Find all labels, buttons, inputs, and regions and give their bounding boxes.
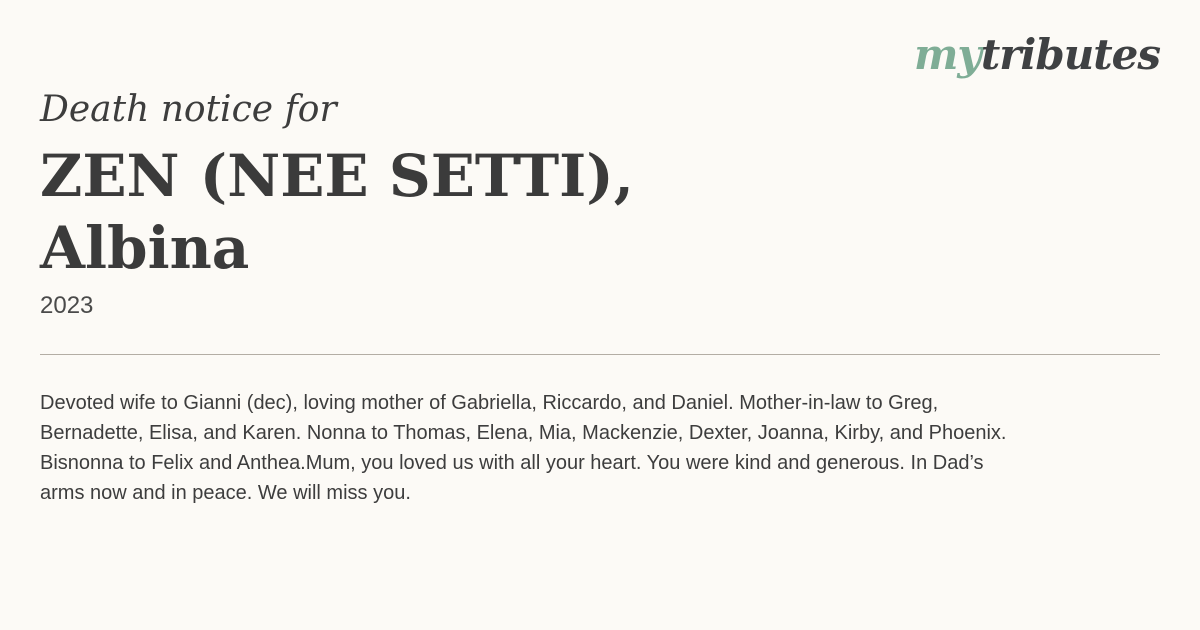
death-notice-label: Death notice for <box>40 89 337 130</box>
logo-prefix: my <box>913 30 981 79</box>
deceased-surname-line: ZEN (NEE SETTI), <box>40 142 634 210</box>
notice-year: 2023 <box>40 292 94 319</box>
deceased-name <box>40 140 800 284</box>
section-divider <box>40 354 1160 355</box>
logo-suffix: tributes <box>980 30 1160 79</box>
mytributes-logo <box>913 30 1160 79</box>
deceased-given-name: Albina <box>40 214 250 282</box>
death-notice-text: Devoted wife to Gianni (dec), loving mother of Gabriella, Riccardo, and Daniel. Mother-in-law to Greg, Bernadette, Elisa, and Karen. Nonna to Thomas, Elena, Mia, Mackenzie, Dexter, Joanna, Kirby, and Phoenix. Bisnonna to Felix and Anthea.Mum, you loved us with all your heart. You were kind and generous. In Dad’s arms now and in peace. We will miss you. <box>40 392 1007 504</box>
